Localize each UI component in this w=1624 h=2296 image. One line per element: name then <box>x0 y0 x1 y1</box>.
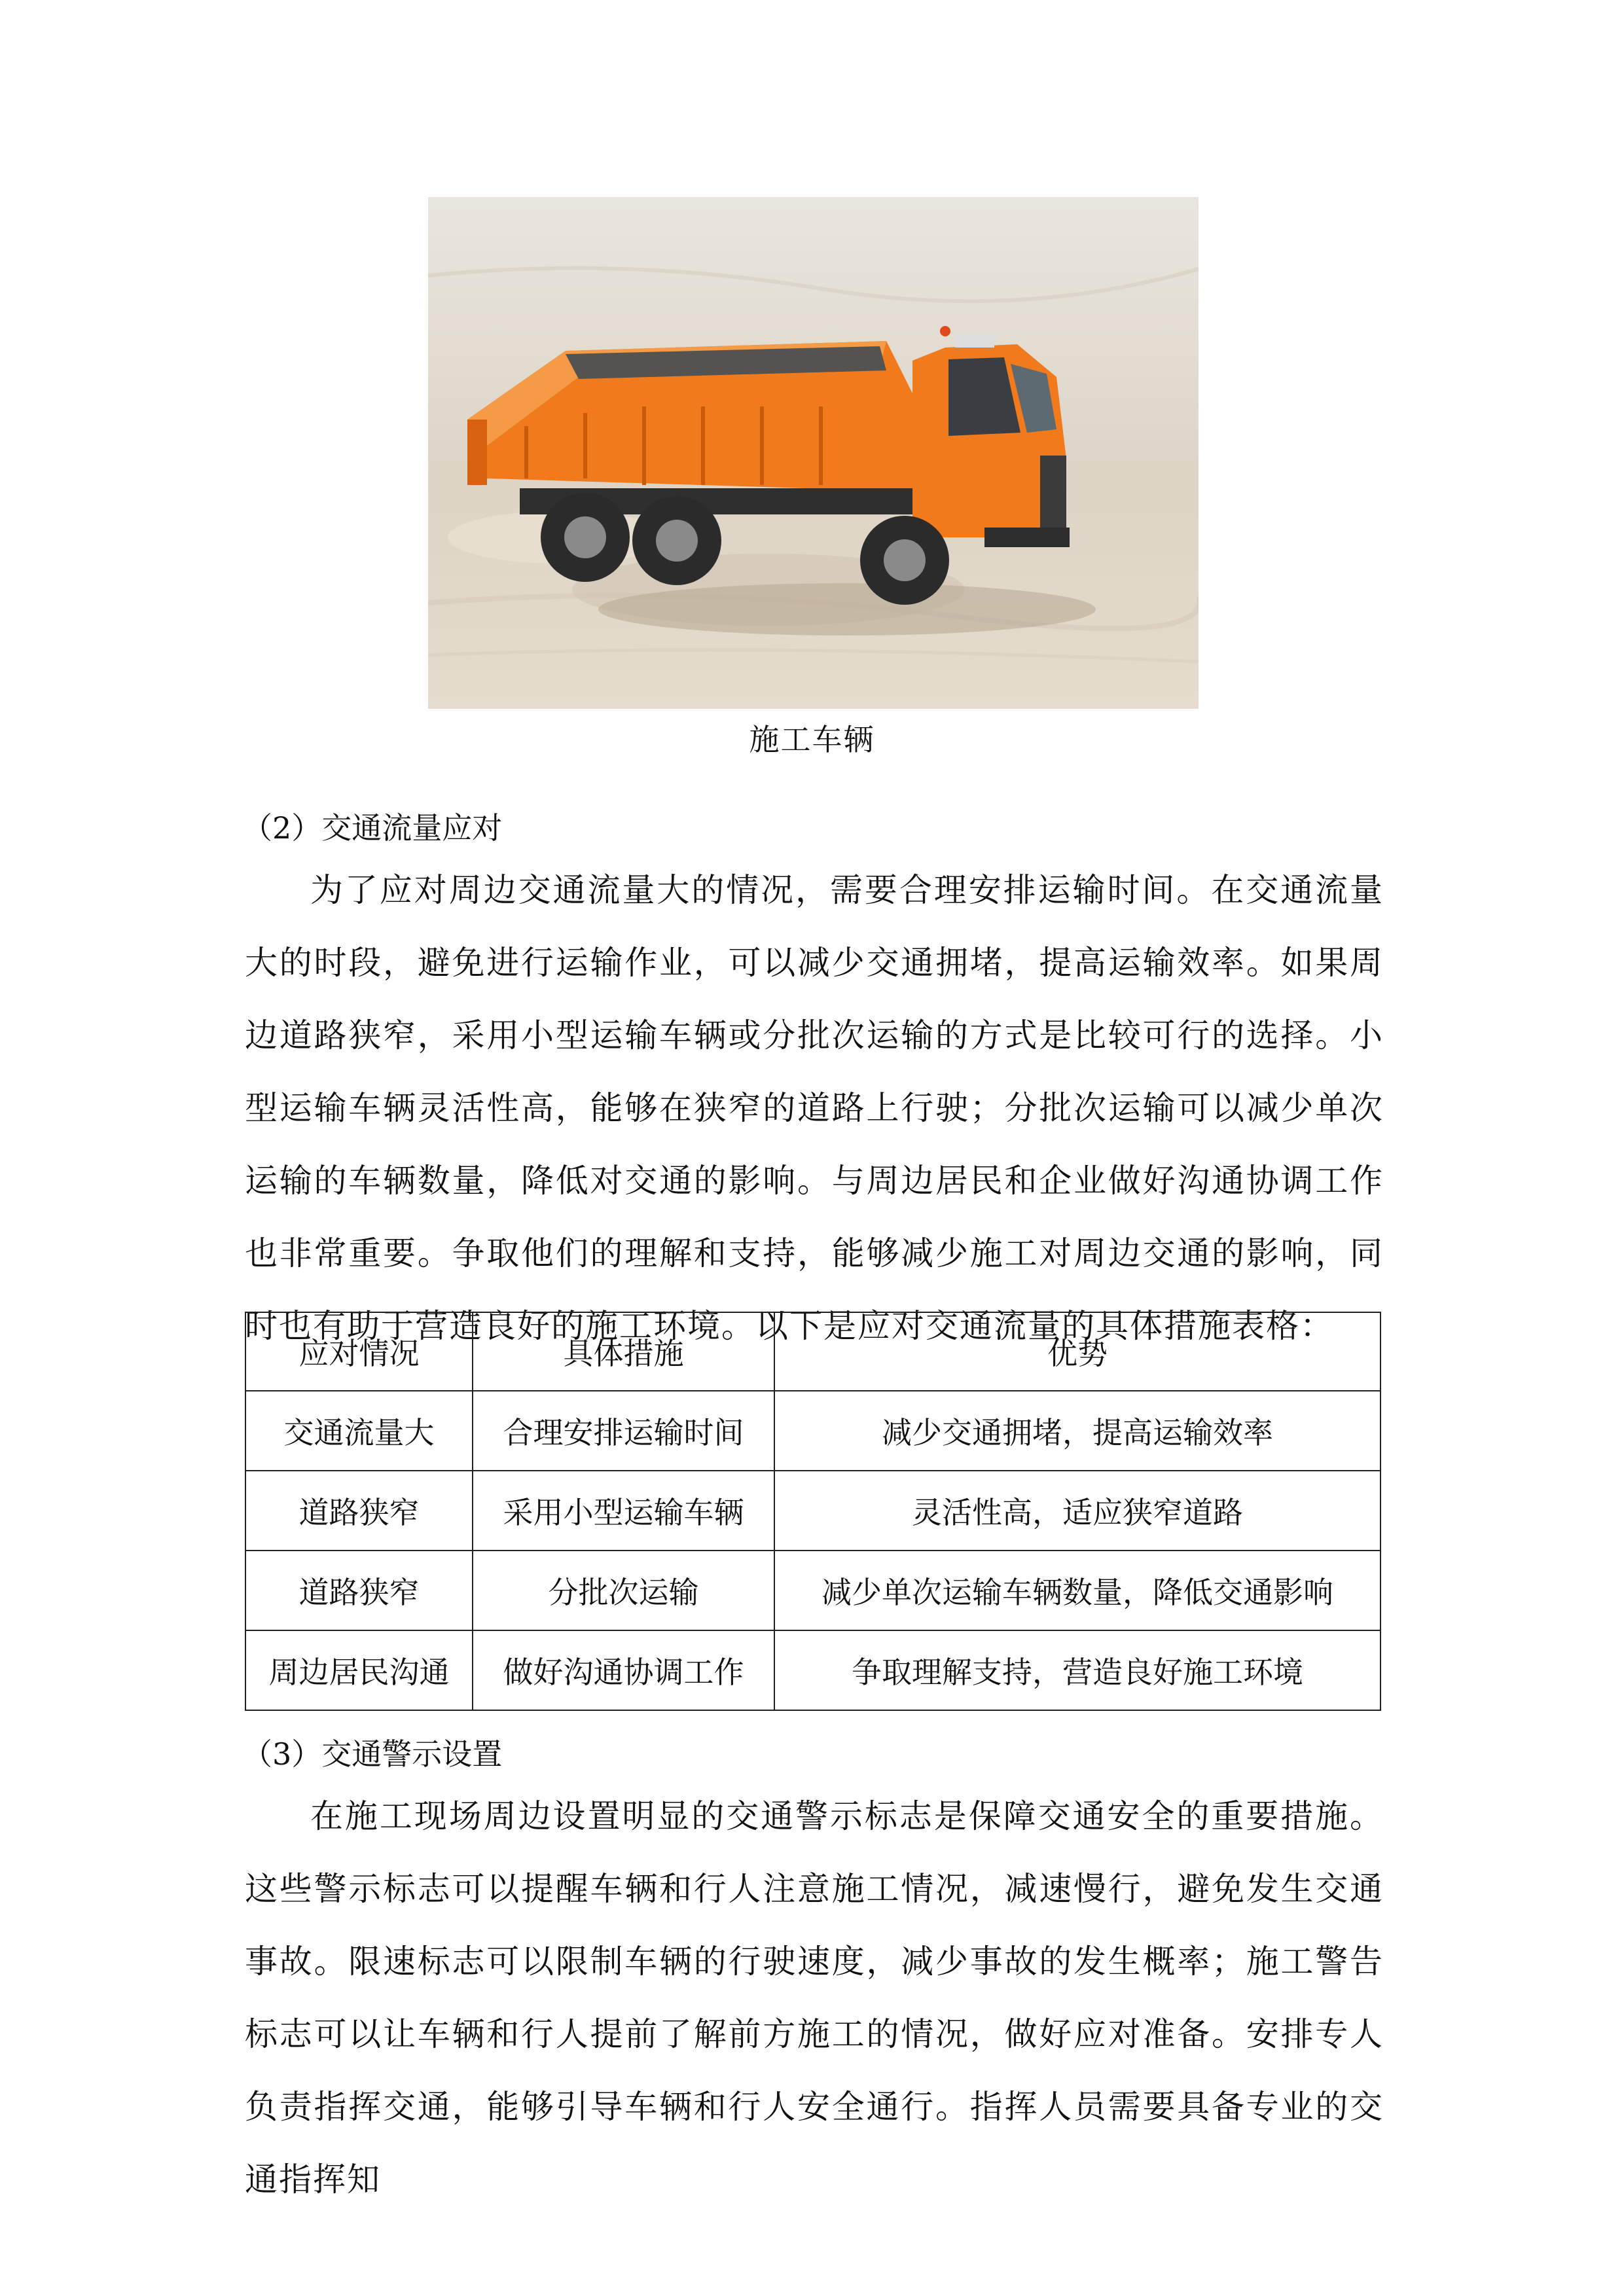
table-cell: 道路狭窄 <box>245 1551 473 1630</box>
table-row <box>245 1630 1380 1710</box>
table-row <box>245 1471 1380 1551</box>
table-header-cell: 优势 <box>774 1312 1380 1391</box>
section-3-heading: （3）交通警示设置 <box>242 1736 503 1772</box>
table-cell: 合理安排运输时间 <box>473 1391 774 1471</box>
dump-truck-photo <box>428 197 1199 709</box>
table-header-cell: 应对情况 <box>245 1312 473 1391</box>
section-2-heading: （2）交通流量应对 <box>242 810 503 846</box>
table-cell: 减少单次运输车辆数量，降低交通影响 <box>774 1551 1380 1630</box>
table-cell: 减少交通拥堵，提高运输效率 <box>774 1391 1380 1471</box>
section-2-paragraph: 为了应对周边交通流量大的情况，需要合理安排运输时间。在交通流量大的时段，避免进行运输作业，可以减少交通拥堵，提高运输效率。如果周边道路狭窄，采用小型运输车辆或分批次运输的方式是比较可行的选择。小型运输车辆灵活性高，能够在狭窄的道路上行驶；分批次运输可以减少单次运输的车辆数量，降低对交通的影响。与周边居民和企业做好沟通协调工作也非常重要。争取他们的理解和支持，能够减少施工对周边交通的影响，同时也有助于营造良好的施工环境。以下是应对交通流量的具体措施表格： <box>245 871 1384 1345</box>
table-header-row <box>245 1312 1380 1391</box>
table-row <box>245 1551 1380 1630</box>
table-cell: 争取理解支持，营造良好施工环境 <box>774 1630 1380 1710</box>
table-row <box>245 1391 1380 1471</box>
section-3-paragraph: 在施工现场周边设置明显的交通警示标志是保障交通安全的重要措施。这些警示标志可以提醒车辆和行人注意施工情况，减速慢行，避免发生交通事故。限速标志可以限制车辆的行驶速度，减少事故的发生概率；施工警告标志可以让车辆和行人提前了解前方施工的情况，做好应对准备。安排专人负责指挥交通，能够引导车辆和行人安全通行。指挥人员需要具备专业的交通指挥知 <box>245 1797 1384 2198</box>
table-header-cell: 具体措施 <box>473 1312 774 1391</box>
table-cell: 周边居民沟通 <box>245 1630 473 1710</box>
table-cell: 分批次运输 <box>473 1551 774 1630</box>
table-cell: 灵活性高，适应狭窄道路 <box>774 1471 1380 1551</box>
table-cell: 采用小型运输车辆 <box>473 1471 774 1551</box>
traffic-measures-table <box>245 1312 1381 1711</box>
figure-caption: 施工车辆 <box>749 722 875 757</box>
table-cell: 交通流量大 <box>245 1391 473 1471</box>
dump-truck-illustration <box>428 197 1199 709</box>
table-cell: 道路狭窄 <box>245 1471 473 1551</box>
table-cell: 做好沟通协调工作 <box>473 1630 774 1710</box>
